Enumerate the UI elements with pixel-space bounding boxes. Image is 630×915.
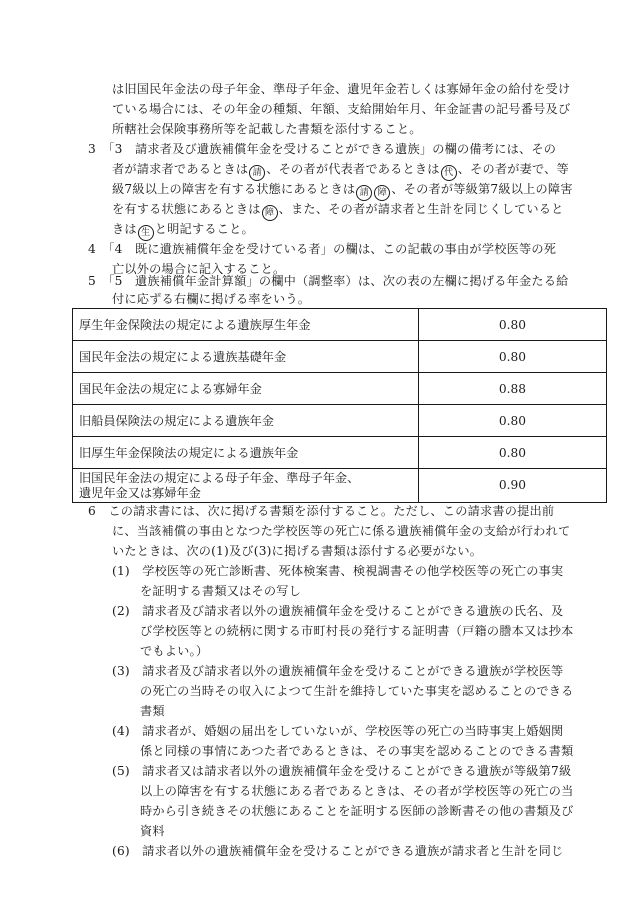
sub5-line-4: 資料 xyxy=(140,824,165,838)
item3-line-3: 級7級以上の障害を有する状態にあるときは 請 障 、その者が等級第7級以上の障害 xyxy=(112,180,573,201)
item6-line-1: 6 この請求書には、次に掲げる書類を添付すること。ただし、この請求書の提出前 xyxy=(88,504,555,518)
disability-mark: 障 xyxy=(374,185,390,201)
item5-line-2: 付に応ずる右欄に掲げる率をいう。 xyxy=(112,292,311,306)
rate-cell: 0.80 xyxy=(419,405,607,437)
sub5-line-1: (5) 請求者又は請求者以外の遺族補償年金を受けることができる遺族が等級第7級 xyxy=(112,764,572,778)
item3-line-1: 3 「3 請求者及び遺族補償年金を受けることができる遺族」の欄の備考には、その xyxy=(88,142,557,156)
pension-name-cell: 国民年金法の規定による遺族基礎年金 xyxy=(73,341,419,373)
item3-line-2: 者が請求者であるときは 請 、その者が代表者であるときは 代 、その者が妻で、等 xyxy=(112,160,569,181)
item6-line-3: いたときは、次の(1)及び(3)に掲げる書類は添付する必要がない。 xyxy=(112,544,483,558)
sub4-line-1: (4) 請求者が、婚姻の届出をしていないが、学校医等の死亡の当時事実上婚姻関 xyxy=(112,724,564,738)
item4-line-1: 4 「4 既に遺族補償年金を受けている者」の欄は、この記載の事由が学校医等の死 xyxy=(88,242,557,256)
sub2-line-1: (2) 請求者及び請求者以外の遺族補償年金を受けることができる遺族の氏名、及 xyxy=(112,604,564,618)
table-row xyxy=(73,437,607,469)
sub6-line-1: (6) 請求者以外の遺族補償年金を受けることができる遺族が請求者と生計を同じ xyxy=(112,844,564,858)
sub5-line-3: 時から引き続きその状態にあることを証明する医師の診断書その他の書類及び xyxy=(140,804,574,818)
sub2-line-2: び学校医等との続柄に関する市町村長の発行する証明書（戸籍の謄本又は抄本 xyxy=(140,624,574,638)
item3-line-4: を有する状態にあるときは 障 、また、その者が請求者と生計を同じくしていると xyxy=(112,200,564,221)
item4-line-2: 亡以外の場合に記入すること。 xyxy=(112,262,286,276)
item5-line-1: 5 「5 遺族補償年金計算額」の欄中（調整率）は、次の表の左欄に掲げる年金たる給 xyxy=(88,274,569,288)
item3-line-5: きは 生 と明記すること。 xyxy=(112,220,254,241)
sub5-line-2: 以上の障害を有する状態にある者であるときは、その者が学校医等の死亡の当 xyxy=(140,784,574,798)
applicant-mark-2: 請 xyxy=(356,185,372,201)
sub4-line-2: 係と同様の事情にあつた者であるときは、その事実を認めることのできる書類 xyxy=(140,744,574,758)
intro-line-1: は旧国民年金法の母子年金、準母子年金、遺児年金若しくは寡婦年金の給付を受け xyxy=(112,82,571,96)
table-row xyxy=(73,469,607,503)
rate-cell: 0.90 xyxy=(419,469,607,503)
sub3-line-3: 書類 xyxy=(140,704,165,718)
table-row xyxy=(73,309,607,341)
adjustment-rate-table xyxy=(72,308,607,503)
disability-mark-2: 障 xyxy=(262,205,278,221)
sub1-line-1: (1) 学校医等の死亡診断書、死体検案書、検視調書その他学校医等の死亡の事実 xyxy=(112,564,564,578)
intro-line-2: ている場合には、その年金の種類、年額、支給開始年月、年金証書の記号番号及び xyxy=(112,102,571,116)
pension-name-cell: 旧厚生年金保険法の規定による遺族年金 xyxy=(73,437,419,469)
intro-line-3: 所轄社会保険事務所等を記載した書類を添付すること。 xyxy=(112,122,422,136)
sub1-line-2: を証明する書類又はその写し xyxy=(140,584,302,598)
table-row xyxy=(73,341,607,373)
item6-line-2: に、当該補償の事由となつた学校医等の死亡に係る遺族補償年金の支給が行われて xyxy=(112,524,571,538)
sub3-line-2: の死亡の当時その収入によつて生計を維持していた事実を認めることのできる xyxy=(140,684,574,698)
livelihood-mark: 生 xyxy=(138,225,154,241)
sub3-line-1: (3) 請求者及び請求者以外の遺族補償年金を受けることができる遺族が学校医等 xyxy=(112,664,564,678)
pension-name-cell: 旧国民年金法の規定による母子年金、準母子年金、 遺児年金又は寡婦年金 xyxy=(73,469,419,503)
rate-cell: 0.80 xyxy=(419,437,607,469)
table-row xyxy=(73,405,607,437)
rate-cell: 0.88 xyxy=(419,373,607,405)
pension-name-cell: 旧船員保険法の規定による遺族年金 xyxy=(73,405,419,437)
sub2-line-3: でもよい。） xyxy=(140,644,209,658)
representative-mark: 代 xyxy=(441,165,457,181)
table-row xyxy=(73,373,607,405)
pension-name-cell: 国民年金法の規定による寡婦年金 xyxy=(73,373,419,405)
rate-cell: 0.80 xyxy=(419,309,607,341)
pension-name-cell: 厚生年金保険法の規定による遺族厚生年金 xyxy=(73,309,419,341)
applicant-mark: 請 xyxy=(249,165,265,181)
rate-cell: 0.80 xyxy=(419,341,607,373)
